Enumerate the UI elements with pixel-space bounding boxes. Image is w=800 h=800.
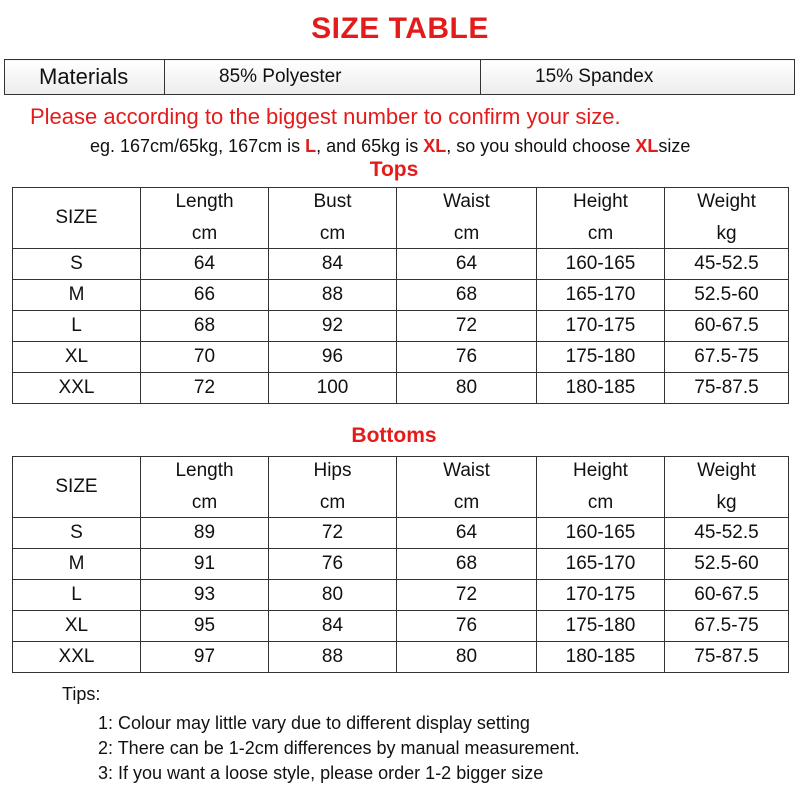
table-cell: 67.5-75 — [665, 611, 789, 642]
table-row — [13, 642, 789, 673]
table-cell: 84 — [269, 249, 397, 280]
table-cell: 72 — [269, 518, 397, 549]
tips-heading: Tips: — [62, 684, 101, 704]
column-unit: cm — [453, 223, 480, 244]
column-unit: cm — [319, 223, 346, 244]
example-highlight: XL — [635, 136, 659, 156]
page-title: SIZE TABLE — [311, 12, 489, 45]
table-cell: 76 — [397, 611, 537, 642]
table-cell: 80 — [269, 580, 397, 611]
bottoms-size-table — [12, 456, 789, 673]
column-unit: kg — [716, 223, 737, 244]
tops-title: Tops — [369, 158, 419, 181]
example-text: size — [658, 136, 691, 156]
material-spandex: 15% Spandex — [481, 60, 795, 95]
table-cell: 68 — [397, 549, 537, 580]
tip-item: 3: If you want a loose style, please order 1-2 bigger size — [98, 763, 544, 783]
table-cell: 89 — [141, 518, 269, 549]
table-cell: 76 — [397, 342, 537, 373]
column-unit: kg — [716, 492, 737, 513]
table-cell: 66 — [141, 280, 269, 311]
column-unit: cm — [453, 492, 480, 513]
table-cell: 70 — [141, 342, 269, 373]
table-cell: 88 — [269, 642, 397, 673]
size-notice: Please according to the biggest number to confirm your size. — [30, 104, 621, 129]
column-unit: cm — [319, 492, 346, 513]
table-row — [13, 280, 789, 311]
table-cell: 170-175 — [537, 580, 665, 611]
table-cell: 72 — [141, 373, 269, 404]
size-cell: L — [13, 580, 141, 611]
column-unit: cm — [191, 223, 218, 244]
size-example — [90, 136, 690, 157]
table-row — [13, 311, 789, 342]
table-cell: 64 — [141, 249, 269, 280]
example-text: eg. 167cm/65kg, 167cm is — [90, 136, 306, 156]
table-cell: 80 — [397, 373, 537, 404]
table-cell: 45-52.5 — [665, 518, 789, 549]
table-row — [13, 549, 789, 580]
column-header — [537, 188, 665, 249]
table-cell: 88 — [269, 280, 397, 311]
table-cell: 67.5-75 — [665, 342, 789, 373]
column-header — [397, 457, 537, 518]
size-cell: XL — [13, 342, 141, 373]
column-name: Weight — [697, 191, 756, 212]
size-cell: M — [13, 549, 141, 580]
table-cell: 93 — [141, 580, 269, 611]
table-cell: 91 — [141, 549, 269, 580]
table-cell: 72 — [397, 580, 537, 611]
column-name: Bust — [313, 191, 352, 212]
table-cell: 95 — [141, 611, 269, 642]
column-name: Length — [175, 460, 234, 481]
size-cell: L — [13, 311, 141, 342]
table-cell: 52.5-60 — [665, 280, 789, 311]
table-row — [13, 611, 789, 642]
column-header — [141, 188, 269, 249]
table-cell: 45-52.5 — [665, 249, 789, 280]
table-header-row — [13, 457, 789, 518]
column-unit: cm — [191, 492, 218, 513]
size-column-header: SIZE — [13, 188, 141, 249]
size-cell: XXL — [13, 642, 141, 673]
table-cell: 100 — [269, 373, 397, 404]
column-name: Length — [175, 191, 234, 212]
size-cell: XL — [13, 611, 141, 642]
table-cell: 180-185 — [537, 642, 665, 673]
size-cell: XXL — [13, 373, 141, 404]
table-cell: 64 — [397, 249, 537, 280]
table-cell: 96 — [269, 342, 397, 373]
table-header-row — [13, 188, 789, 249]
example-highlight: XL — [423, 136, 447, 156]
table-cell: 72 — [397, 311, 537, 342]
table-cell: 75-87.5 — [665, 373, 789, 404]
column-name: Waist — [443, 460, 490, 481]
size-column-header: SIZE — [13, 457, 141, 518]
table-row — [13, 249, 789, 280]
table-cell: 175-180 — [537, 342, 665, 373]
table-row — [13, 342, 789, 373]
bottoms-title: Bottoms — [351, 424, 437, 447]
table-cell: 68 — [397, 280, 537, 311]
table-cell: 180-185 — [537, 373, 665, 404]
column-header — [665, 457, 789, 518]
table-row — [13, 580, 789, 611]
table-cell: 76 — [269, 549, 397, 580]
column-header — [397, 188, 537, 249]
column-name: Height — [573, 460, 628, 481]
size-cell: M — [13, 280, 141, 311]
table-cell: 92 — [269, 311, 397, 342]
column-header — [269, 457, 397, 518]
size-cell: S — [13, 518, 141, 549]
table-cell: 60-67.5 — [665, 311, 789, 342]
table-cell: 68 — [141, 311, 269, 342]
table-cell: 75-87.5 — [665, 642, 789, 673]
column-name: Hips — [313, 460, 352, 481]
tip-item: 1: Colour may little vary due to different display setting — [98, 713, 530, 733]
table-cell: 52.5-60 — [665, 549, 789, 580]
table-cell: 60-67.5 — [665, 580, 789, 611]
table-cell: 165-170 — [537, 549, 665, 580]
table-row — [13, 373, 789, 404]
tip-item: 2: There can be 1-2cm differences by manual measurement. — [98, 738, 580, 758]
column-header — [269, 188, 397, 249]
column-name: Weight — [697, 460, 756, 481]
example-highlight: L — [305, 136, 317, 156]
table-row — [13, 518, 789, 549]
size-cell: S — [13, 249, 141, 280]
column-header — [665, 188, 789, 249]
column-header — [537, 457, 665, 518]
table-cell: 175-180 — [537, 611, 665, 642]
table-cell: 160-165 — [537, 518, 665, 549]
table-cell: 160-165 — [537, 249, 665, 280]
example-text: , so you should choose — [446, 136, 636, 156]
column-name: Waist — [443, 191, 490, 212]
table-cell: 165-170 — [537, 280, 665, 311]
example-text: , and 65kg is — [316, 136, 424, 156]
column-unit: cm — [587, 492, 614, 513]
material-polyester: 85% Polyester — [165, 60, 481, 95]
tips-section — [62, 684, 580, 786]
materials-table — [4, 59, 795, 95]
materials-row — [5, 60, 795, 95]
column-name: Height — [573, 191, 628, 212]
tops-size-table — [12, 187, 789, 404]
table-cell: 170-175 — [537, 311, 665, 342]
table-cell: 97 — [141, 642, 269, 673]
table-cell: 64 — [397, 518, 537, 549]
column-unit: cm — [587, 223, 614, 244]
materials-label: Materials — [5, 60, 165, 95]
table-cell: 84 — [269, 611, 397, 642]
table-cell: 80 — [397, 642, 537, 673]
column-header — [141, 457, 269, 518]
